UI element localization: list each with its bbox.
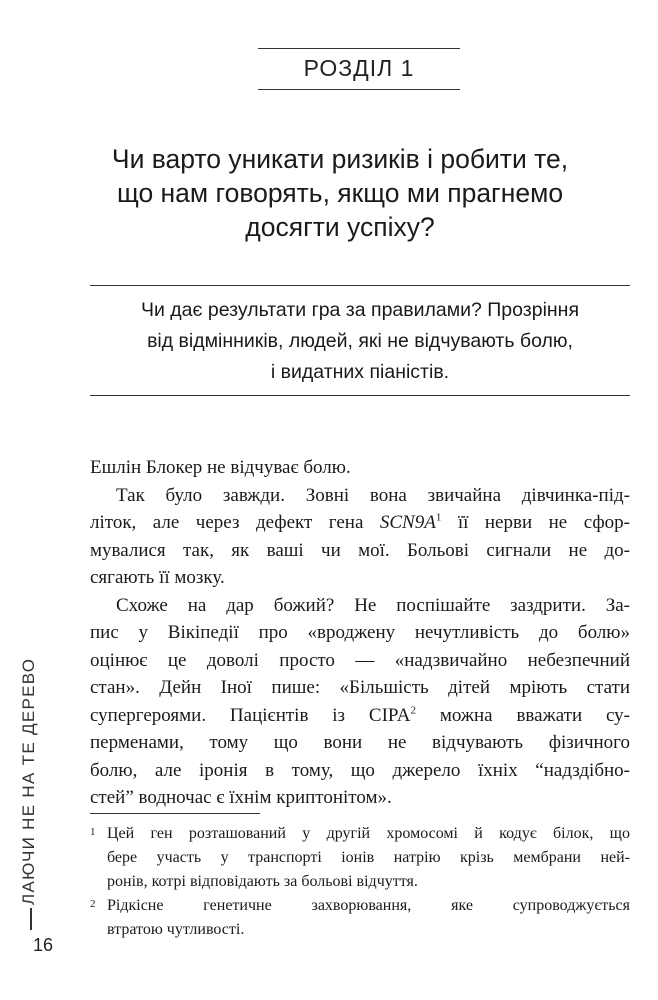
paragraph-3-line: перменами, тому що вони не відчувають фізичного [90,732,630,753]
paragraph-3-line: пис у Вікіпедії про «вроджену нечутливість до болю» [90,622,630,643]
chapter-title-line: Чи варто уникати ризиків і робити те, [111,144,569,174]
footnote-ref-2[interactable]: 2 [410,704,416,717]
chapter-title [60,142,620,244]
subtitle-line: і видатних піаністів. [270,361,450,383]
subtitle-line: Чи дає результати гра за правилами? Прозріння [141,299,579,321]
footnote-2 [90,894,630,942]
text-span: можна вважати су- [415,704,630,726]
paragraph-3-line [90,702,630,730]
chapter-label: РОЗДІЛ 1 [303,55,415,81]
paragraph-2-line [90,509,630,537]
text-span: її нерви не сфор- [441,512,631,533]
paragraph-3-line: оцінює це доволі просто — «надзвичайно небезпечний [90,649,630,671]
footnote-1 [90,822,630,894]
text-span: літок, але через дефект гена [90,512,380,533]
paragraph-1-line: Ешлін Блокер не відчуває болю. [90,457,351,478]
footnote-line: бере участь у транспорті іонів натрію крізь мембрани ней- [107,849,630,866]
paragraph-2-line: мувалися так, як ваші чи мої. Больові сигнали не до- [90,539,630,561]
paragraph-2-line: сягають її мозку. [90,567,225,588]
paragraph-3-line: болю, але іронія в тому, що джерело їхніх “надздібно- [90,759,630,781]
footnote-ref-1[interactable]: 1 [435,511,442,524]
footnote-line: Цей ген розташований у другій хромосомі й кодує білок, що [107,825,630,842]
chapter-title-line: що нам говорять, якщо ми прагнемо [116,178,564,208]
chapter-title-line: досягти успіху? [245,212,435,242]
footnote-line: втратою чутливості. [107,921,245,938]
paragraph-3-line: стан». Дейн Іної пише: «Більшість дітей мріють стати [90,677,630,698]
running-title-rule [30,908,32,930]
chapter-top-rule [258,48,460,49]
chapter-subtitle [90,295,630,388]
subtitle-bottom-rule [90,395,630,396]
footnote-mark: 1 [90,826,96,838]
gene-name: SCN9A [379,512,436,533]
footnotes [90,822,630,942]
paragraph-3-line: Схоже на дар божий? Не поспішайте заздрити. За- [116,594,630,616]
paragraph-3-line: стей” водночас є їхнім криптонітом». [90,787,392,808]
footnote-mark: 2 [90,898,96,910]
footnote-line: Рідкісне генетичне захворювання, яке супроводжується [107,897,630,914]
page-number: 16 [33,935,54,955]
chapter-bottom-rule [258,89,460,90]
text-span: супергероями. Пацієнтів із CIPA [90,704,411,726]
paragraph-2-line: Так було завжди. Зовні вона звичайна дівчинка-під- [116,484,630,506]
subtitle-line: від відмінників, людей, які не відчувають болю, [147,330,573,352]
footnote-line: ронів, котрі відповідають за больові відчуття. [107,873,418,890]
body-text [90,454,630,812]
running-title: ЛАЮЧИ НЕ НА ТЕ ДЕРЕВО [19,657,38,905]
subtitle-top-rule [90,285,630,286]
footnote-separator [90,813,260,814]
